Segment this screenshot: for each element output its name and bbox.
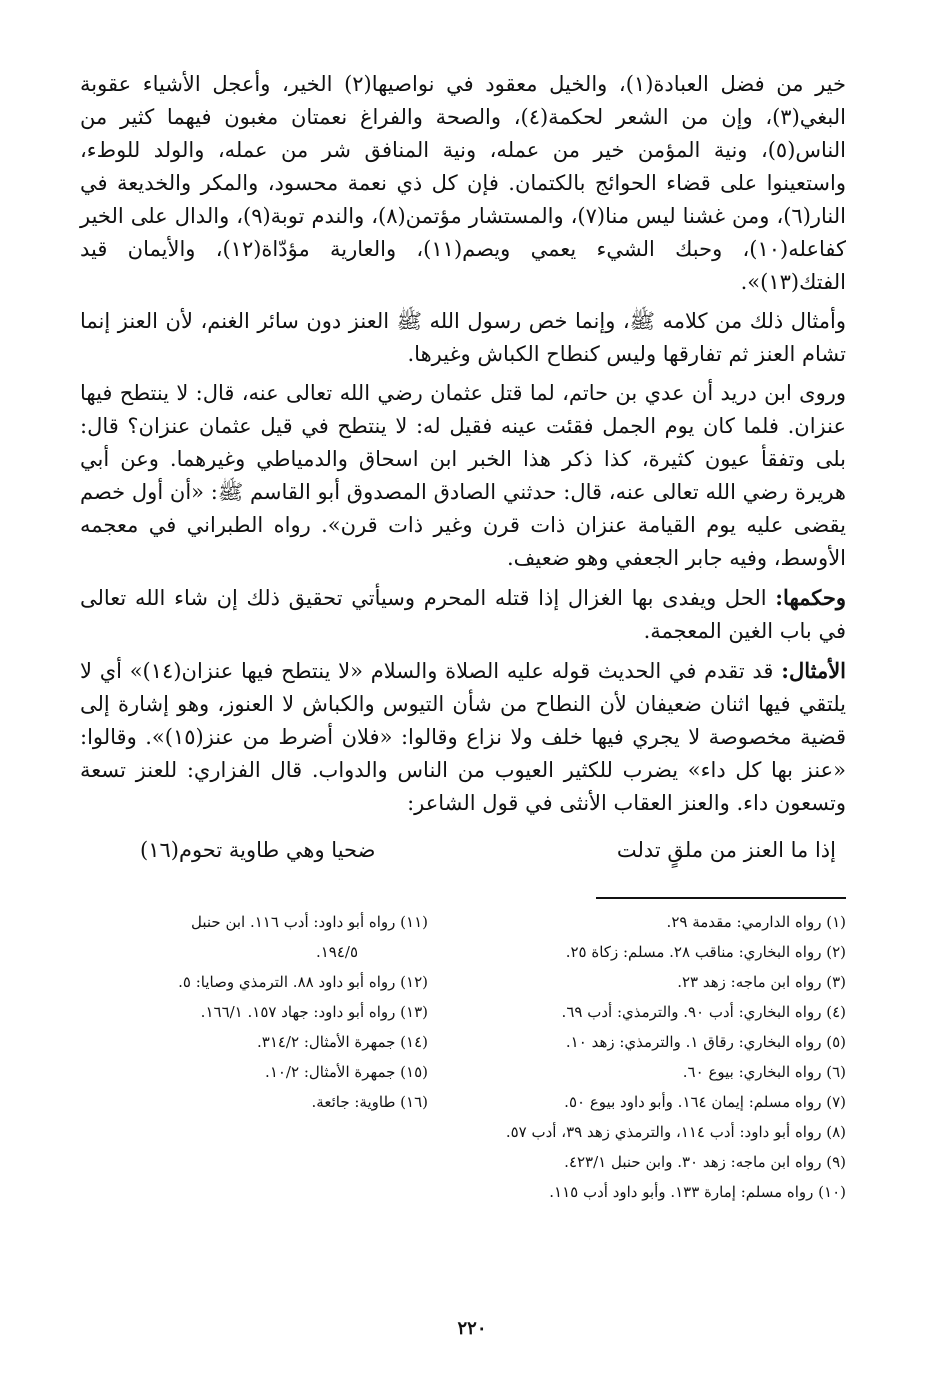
paragraph-amthal [80, 654, 846, 820]
paragraph-anz-explanation: وأمثال ذلك من كلامه ﷺ، وإنما خص رسول الله ﷺ العنز دون سائر الغنم، لأن العنز إنما تشام العنز ثم تفارقها وليس كنطاح الكباش وغيرها. [80, 309, 846, 366]
footnotes-right-column [446, 907, 846, 1207]
footnote: (١٥) جمهرة الأمثال: ١٠/٢. [265, 1063, 428, 1081]
amthal-text: قد تقدم في الحديث قوله عليه الصلاة والسلام «لا ينتطح فيها عنزان(١٤)» أي لا يلتقي فيها اثنان ضعيفان لأن النطاح من شأن التيوس والكباش لا العنوز، وهو إشارة إلى قضية مخصوصة لا يجري فيها خلف ولا نزاع وقالوا: «فلان أضرط من عنز(١٥)». وقالوا: «عنز بها كل داء» يضرب للكثير العيوب من الناس والدواب. قال الفزاري: للعنز تسعة وتسعون داء. والعنز العقاب الأنثى في قول الشاعر: [80, 659, 846, 815]
paragraph-hukm [80, 581, 846, 648]
footnote: (٥) رواه البخاري: رقاق ١. والترمذي: زهد ١٠. [565, 1033, 846, 1051]
verse-first-hemistich: إذا ما العنز من ملقٍ تدلت [616, 838, 836, 862]
verse-second-hemistich: ضحيا وهي طاوية تحوم(١٦) [140, 838, 376, 862]
footnote: (٣) رواه ابن ماجه: زهد ٢٣. [677, 973, 846, 991]
footnote-continuation: ١٩٤/٥. [315, 943, 358, 961]
poetry-verse [140, 826, 836, 867]
paragraph-ibn-durayd-report: وروى ابن دريد أن عدي بن حاتم، لما قتل عثمان رضي الله تعالى عنه، قال: لا ينتطح فيها عنزان. فلما كان يوم الجمل فقئت عينه فقيل له: لا ينتطح في قيل عثمان عنزان؟ قال: بلى وتفقأ عيون كثيرة، كذا ذكر هذا الخبر ابن اسحاق والدمياطي وغيرهما. وعن أبي هريرة رضي الله تعالى عنه، قال: حدثني الصادق المصدوق أبو القاسم ﷺ: «أن أول خصم يقضى عليه يوم القيامة عنزان ذات قرن وغير ذات قرن». رواه الطبراني في معجمه الأوسط، وفيه جابر الجعفي وهو ضعيف. [80, 381, 846, 570]
footnotes-left-column [98, 907, 428, 1207]
footnote: (١) رواه الدارمي: مقدمة ٢٩. [666, 913, 846, 931]
amthal-heading: الأمثال: [781, 658, 847, 683]
hukm-text: الحل ويفدى بها الغزال إذا قتله المحرم وسيأتي تحقيق ذلك إن شاء الله تعالى في باب الغين المعجمة. [80, 586, 846, 643]
footnote: (١٠) رواه مسلم: إمارة ١٣٣. وأبو داود أدب ١١٥. [549, 1183, 846, 1201]
footnote: (٩) رواه ابن ماجه: زهد ٣٠. وابن حنبل ٤٢٣/١. [564, 1153, 846, 1171]
footnote: (٧) رواه مسلم: إيمان ١٦٤. وأبو داود بيوع ٥٠. [564, 1093, 846, 1111]
footnote: (١٢) رواه أبو داود ٨٨. الترمذي وصايا: ٥. [178, 973, 428, 991]
paragraph-hadith-sayings: خير من فضل العبادة(١)، والخيل معقود في نواصيها(٢) الخير، وأعجل الأشياء عقوبة البغي(٣)، وإن من الشعر لحكمة(٤)، والصحة والفراغ نعمتان مغبون فيهما كثير من الناس(٥)، ونية المؤمن خير من عمله، ونية المنافق شر من عمله، والولد للوطء، واستعينوا على قضاء الحوائج بالكتمان. فإن كل ذي نعمة محسود، والمكر والخديعة في النار(٦)، ومن غشنا ليس منا(٧)، والمستشار مؤتمن(٨)، والندم توبة(٩)، والدال على الخير كفاعله(١٠)، وحبك الشيء يعمي ويصم(١١)، والعارية مؤدّاة(١٢)، والأيمان قيد الفتك(١٣)». [80, 72, 847, 294]
footnote: (٦) رواه البخاري: بيوع ٦٠. [682, 1063, 846, 1081]
page-number: ٢٢٠ [457, 1318, 487, 1339]
footnote-divider [596, 897, 846, 899]
footnote: (٤) رواه البخاري: أدب ٩٠. والترمذي: أدب ٦٩. [561, 1003, 846, 1021]
footnote: (٨) رواه أبو داود: أدب ١١٤، والترمذي زهد ٣٩، أدب ٥٧. [505, 1123, 846, 1141]
footnote: (١٤) جمهرة الأمثال: ٣١٤/٢. [256, 1033, 428, 1051]
footnote: (٢) رواه البخاري: مناقب ٢٨. مسلم: زكاة ٢٥. [565, 943, 846, 961]
hukm-heading: وحكمها: [775, 585, 846, 610]
footnote: (١٣) رواه أبو داود: جهاد ١٥٧. ١٦٦/١. [200, 1003, 428, 1021]
footnotes [80, 907, 846, 1207]
footnote: (١٦) طاوية: جائعة. [311, 1093, 428, 1111]
footnote: (١١) رواه أبو داود: أدب ١١٦. ابن حنبل [191, 913, 428, 931]
